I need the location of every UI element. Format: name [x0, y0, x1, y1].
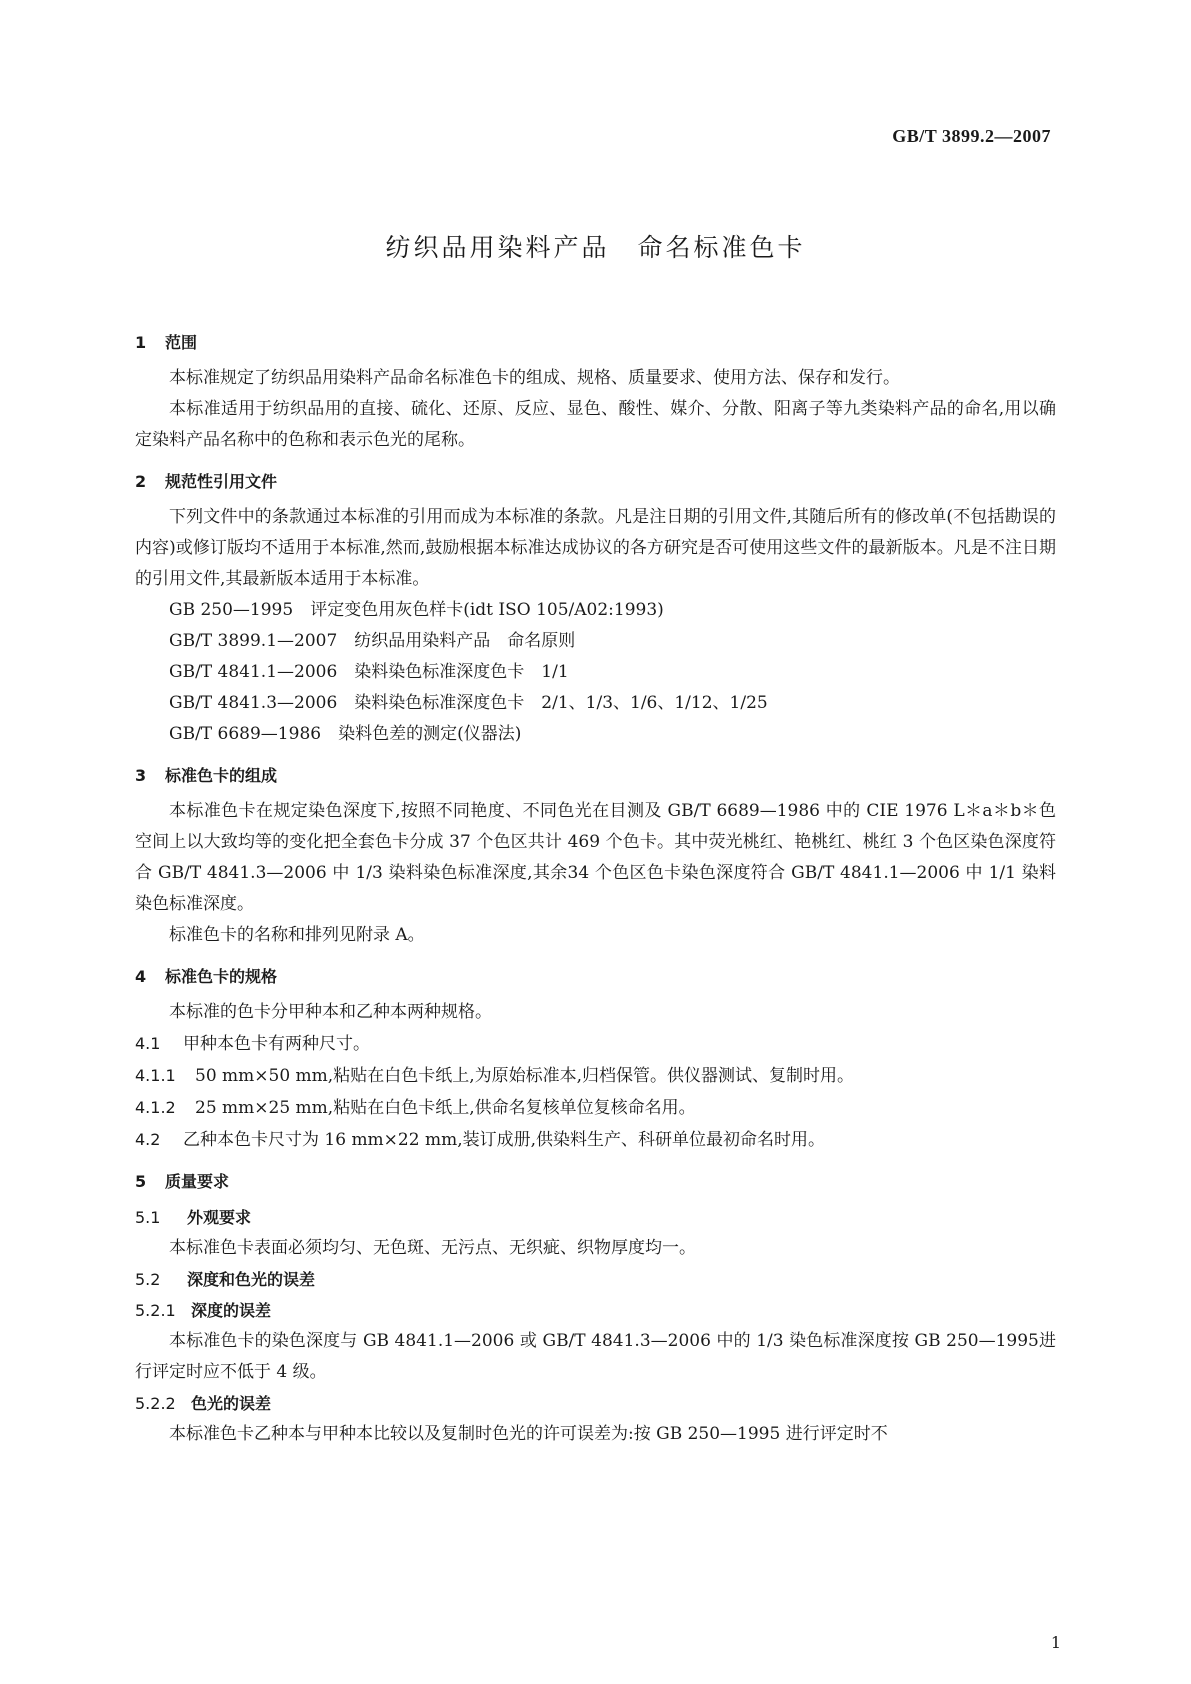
section-title: 标准色卡的组成: [165, 766, 278, 785]
section-title: 标准色卡的规格: [165, 967, 278, 986]
paragraph: 本标准色卡在规定染色深度下,按照不同艳度、不同色光在目测及 GB/T 6689—1986 中的 CIE 1976 L＊a＊b＊色空间上以大致均等的变化把全套色卡分成 37 个色区共计 469 个色卡。其中荧光桃红、艳桃红、桃红 3 个色区染色深度符合 GB/T 4841.3—2006 中 1/3 染料染色标准深度,其余34 个色区色卡染色深度符合 GB/T 4841.1—2006 中 1/1 染料染色标准深度。: [135, 801, 1056, 914]
paragraph: 本标准适用于纺织品用的直接、硫化、还原、反应、显色、酸性、媒介、分散、阳离子等九类染料产品的命名,用以确定染料产品名称中的色称和表示色光的尾称。: [135, 399, 1056, 450]
subsection-5-2-heading: [135, 1264, 1056, 1295]
subsection-title: 深度和色光的误差: [187, 1270, 316, 1289]
section-title: 质量要求: [165, 1172, 230, 1191]
section-1-heading: [135, 329, 1056, 357]
subsection-title: 色光的误差: [191, 1394, 272, 1413]
subsection-5-2-2-heading: [135, 1388, 1056, 1419]
reference-item: GB/T 6689—1986 染料色差的测定(仪器法): [169, 724, 522, 744]
clause-text: 乙种本色卡尺寸为 16 mm×22 mm,装订成册,供染料生产、科研单位最初命名时用。: [183, 1130, 826, 1150]
clause-number: 4.2: [135, 1130, 161, 1149]
clause-4-1-2: [135, 1092, 1056, 1124]
paragraph: 本标准规定了纺织品用染料产品命名标准色卡的组成、规格、质量要求、使用方法、保存和发行。: [169, 368, 900, 388]
subsection-title: 外观要求: [187, 1208, 252, 1227]
clause-text: 50 mm×50 mm,粘贴在白色卡纸上,为原始标准本,归档保管。供仪器测试、复制时用。: [195, 1066, 855, 1086]
subsection-number: 5.2.1: [135, 1301, 176, 1320]
section-title: 规范性引用文件: [165, 472, 278, 491]
section-number: 5: [135, 1172, 147, 1191]
clause-number: 4.1.1: [135, 1066, 176, 1085]
paragraph: 标准色卡的名称和排列见附录 A。: [169, 925, 425, 945]
clause-4-1-1: [135, 1060, 1056, 1092]
paragraph: 本标准的色卡分甲种本和乙种本两种规格。: [169, 1002, 492, 1022]
section-number: 4: [135, 967, 147, 986]
reference-item: GB/T 3899.1—2007 纺织品用染料产品 命名原则: [169, 631, 576, 651]
clause-4-1: [135, 1028, 1056, 1060]
document-body: [135, 329, 1056, 1450]
subsection-5-2-1-heading: [135, 1295, 1056, 1326]
paragraph: 本标准色卡的染色深度与 GB 4841.1—2006 或 GB/T 4841.3—2006 中的 1/3 染色标准深度按 GB 250—1995进行评定时应不低于 4 级。: [135, 1331, 1056, 1382]
subsection-number: 5.1: [135, 1208, 161, 1227]
section-5-heading: [135, 1168, 1056, 1196]
paragraph: 下列文件中的条款通过本标准的引用而成为本标准的条款。凡是注日期的引用文件,其随后所有的修改单(不包括勘误的内容)或修订版均不适用于本标准,然而,鼓励根据本标准达成协议的各方研究是否可使用这些文件的最新版本。凡是不注日期的引用文件,其最新版本适用于本标准。: [135, 507, 1056, 589]
section-4-heading: [135, 963, 1056, 991]
clause-text: 25 mm×25 mm,粘贴在白色卡纸上,供命名复核单位复核命名用。: [195, 1098, 696, 1118]
standard-code: GB/T 3899.2—2007: [892, 126, 1051, 146]
clause-number: 4.1: [135, 1034, 161, 1053]
section-2-heading: [135, 468, 1056, 496]
section-number: 1: [135, 333, 147, 352]
subsection-number: 5.2.2: [135, 1394, 176, 1413]
subsection-5-1-heading: [135, 1202, 1056, 1233]
clause-4-2: [135, 1124, 1056, 1156]
subsection-number: 5.2: [135, 1270, 161, 1289]
section-title: 范围: [165, 333, 198, 352]
paragraph: 本标准色卡表面必须均匀、无色斑、无污点、无织疵、织物厚度均一。: [169, 1238, 696, 1258]
reference-item: GB 250—1995 评定变色用灰色样卡(idt ISO 105/A02:1993): [169, 600, 664, 620]
reference-item: GB/T 4841.1—2006 染料染色标准深度色卡 1/1: [169, 662, 569, 682]
clause-text: 甲种本色卡有两种尺寸。: [183, 1034, 370, 1054]
section-number: 3: [135, 766, 147, 785]
paragraph: 本标准色卡乙种本与甲种本比较以及复制时色光的许可误差为:按 GB 250—1995 进行评定时不: [169, 1424, 888, 1444]
page-number: 1: [1050, 1633, 1061, 1652]
section-number: 2: [135, 472, 147, 491]
document-title: 纺织品用染料产品 命名标准色卡: [385, 233, 806, 262]
section-3-heading: [135, 762, 1056, 790]
reference-item: GB/T 4841.3—2006 染料染色标准深度色卡 2/1、1/3、1/6、1/12、1/25: [169, 693, 768, 713]
subsection-title: 深度的误差: [191, 1301, 272, 1320]
clause-number: 4.1.2: [135, 1098, 176, 1117]
